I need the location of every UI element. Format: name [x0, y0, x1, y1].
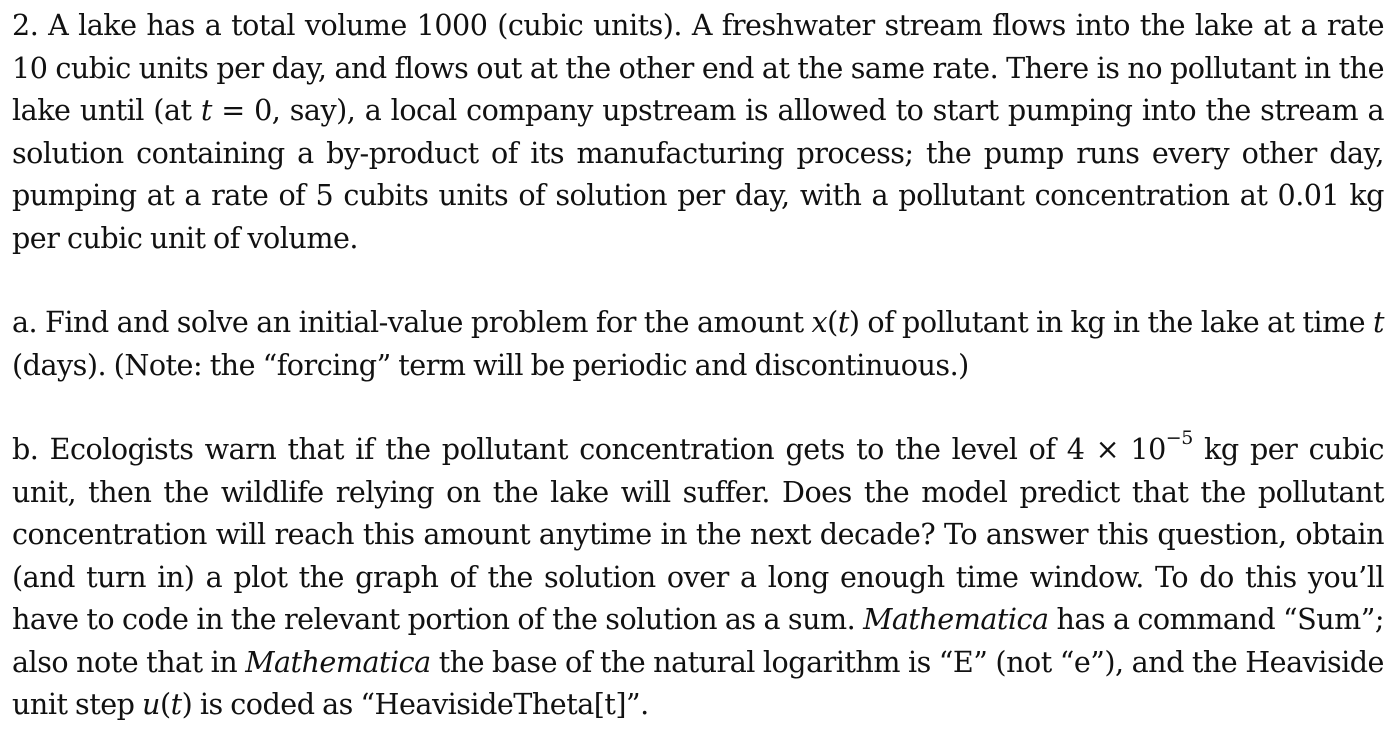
software-name-mathematica: Mathematica: [245, 644, 431, 679]
part-a-text-1: a. Find and solve an initial-value problem for the amount: [12, 305, 812, 339]
math-variable-t: t: [170, 687, 182, 721]
software-name-mathematica: Mathematica: [863, 602, 1049, 636]
part-a-paragraph: [12, 301, 1384, 386]
part-b-text-4: the base of the natural logarithm is “E” (not “e”), and the Heaviside unit step: [12, 644, 1384, 721]
part-b-text-1: b. Ecologists warn that if the pollutant concentration gets to the level of 4 × 10: [12, 432, 1166, 466]
math-variable-x: x: [811, 305, 828, 339]
intro-text-2: = 0, say), a local company upstream is allowed to start pumping into the stream a solution containing a by-product of its manufacturing process; the pump runs every other day, pumping at a rate of 5 cubits units of solution per day, with a pollutant concentration at 0.01 kg per cubic unit of volume.: [12, 93, 1385, 255]
exponent: −5: [1165, 427, 1193, 450]
part-a-text-4: (days). (Note: the “forcing” term will be periodic and discontinuous.): [12, 347, 969, 382]
part-b-text-3: has a command “Sum”; also note that in: [12, 602, 1384, 679]
intro-text-1: 2. A lake has a total volume 1000 (cubic units). A freshwater stream flows into the lake at a rate 10 cubic units per day, and flows out at the other end at the same rate. There is no pollutant in the lake until (at: [12, 8, 1384, 127]
math-variable-t: t: [200, 93, 212, 127]
part-b-text-6: ) is coded as “HeavisideTheta[t]”.: [181, 687, 649, 721]
math-variable-t: t: [837, 305, 849, 339]
problem-intro-paragraph: [12, 4, 1384, 259]
part-b-text-2: kg per cubic unit, then the wildlife relying on the lake will suffer. Does the model predict that the pollutant concentration will reach this amount anytime in the next decade? To answer this question, obtain (and turn in) a plot the graph of the solution over a long enough time window. To do this you’ll have to code in the relevant portion of the solution as a sum.: [12, 432, 1384, 636]
part-b-paragraph: [12, 428, 1384, 726]
part-a-text-2: (: [827, 305, 838, 339]
math-variable-t: t: [1372, 305, 1384, 339]
part-b-text-5: (: [159, 687, 171, 721]
math-function-u: u: [142, 687, 160, 721]
part-a-text-3: ) of pollutant in kg in the lake at time: [848, 305, 1373, 339]
